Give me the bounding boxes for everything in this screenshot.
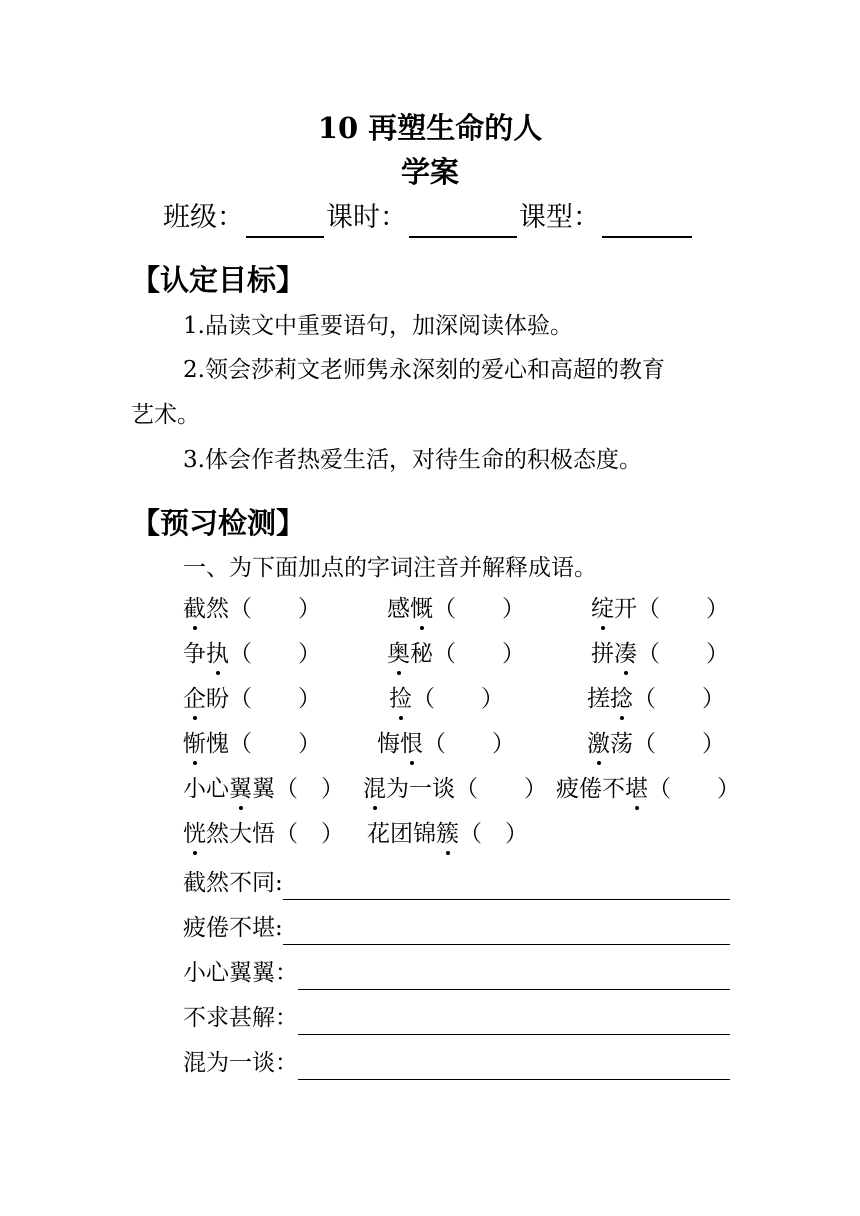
dotted-character: 凑 <box>614 637 637 671</box>
definition-answer-line[interactable] <box>298 1006 730 1035</box>
vocab-text: 争 <box>183 641 206 667</box>
vocab-item <box>556 772 740 806</box>
definition-label: 疲倦不堪: <box>183 915 283 941</box>
vocab-text-blank[interactable]: 然（ ） <box>206 596 321 622</box>
vocab-text-blank[interactable]: （ ） <box>459 821 528 847</box>
definition-row <box>183 1001 730 1035</box>
vocab-text-blank[interactable]: 然大悟（ ） <box>206 821 344 847</box>
definition-row <box>183 956 730 990</box>
vocab-text-blank[interactable]: 盼（ ） <box>206 686 321 712</box>
goal-item: 3.体会作者热爱生活，对待生命的积极态度。 <box>183 447 642 473</box>
vocab-item <box>591 637 729 671</box>
vocab-item <box>183 682 321 716</box>
dotted-character: 捻 <box>610 682 633 716</box>
dotted-character: 企 <box>183 682 206 716</box>
vocab-text-blank[interactable]: 荡（ ） <box>610 731 725 757</box>
vocab-item <box>183 772 344 806</box>
class-blank[interactable] <box>246 206 324 238</box>
vocab-text: 悔 <box>377 731 400 757</box>
vocab-text-blank[interactable]: （ ） <box>229 641 321 667</box>
vocab-text-blank[interactable]: （ ） <box>648 776 740 802</box>
dotted-character: 簇 <box>436 817 459 851</box>
vocab-item <box>183 817 344 851</box>
vocab-text-blank[interactable]: 秘（ ） <box>410 641 525 667</box>
vocab-text: 拼 <box>591 641 614 667</box>
vocab-text: 搓 <box>587 686 610 712</box>
dotted-character: 绽 <box>591 592 614 626</box>
vocab-text-blank[interactable]: 翼（ ） <box>252 776 344 802</box>
vocab-text-blank[interactable]: 开（ ） <box>614 596 729 622</box>
goal-item: 2.领会莎莉文老师隽永深刻的爱心和高超的教育 <box>183 357 665 383</box>
dotted-character: 执 <box>206 637 229 671</box>
vocab-item <box>387 592 525 626</box>
vocab-item <box>183 637 321 671</box>
dotted-character: 堪 <box>625 772 648 806</box>
definition-answer-line[interactable] <box>283 871 730 900</box>
dotted-character: 恨 <box>400 727 423 761</box>
definition-answer-line[interactable] <box>283 916 730 945</box>
vocab-text-blank[interactable]: （ ） <box>637 641 729 667</box>
preview-heading: 【预习检测】 <box>131 506 306 540</box>
definition-label: 不求甚解： <box>183 1005 298 1031</box>
definition-label: 混为一谈： <box>183 1050 298 1076</box>
vocab-text-blank[interactable]: （ ） <box>423 731 515 757</box>
type-blank[interactable] <box>602 206 692 238</box>
vocab-text-blank[interactable]: （ ） <box>412 686 504 712</box>
goal-item: 1.品读文中重要语句，加深阅读体验。 <box>183 313 573 339</box>
vocab-text: 感 <box>387 596 410 622</box>
type-label: 课型： <box>519 202 600 233</box>
dotted-character: 翼 <box>229 772 252 806</box>
definition-row <box>183 911 730 945</box>
dotted-character: 惭 <box>183 727 206 761</box>
definition-label: 小心翼翼： <box>183 960 298 986</box>
vocab-item <box>183 727 321 761</box>
vocab-text-blank[interactable]: （ ） <box>433 596 525 622</box>
dotted-character: 截 <box>183 592 206 626</box>
lesson-subtitle: 学案 <box>400 155 459 189</box>
vocab-text: 疲倦不 <box>556 776 625 802</box>
info-row <box>163 198 694 238</box>
lesson-title: 10 再塑生命的人 <box>317 111 543 145</box>
vocab-text: 小心 <box>183 776 229 802</box>
vocab-item <box>183 592 321 626</box>
vocab-item <box>591 592 729 626</box>
vocab-text: 花团锦 <box>367 821 436 847</box>
definition-label: 截然不同: <box>183 870 283 896</box>
vocab-text-blank[interactable]: （ ） <box>633 686 725 712</box>
dotted-character: 慨 <box>410 592 433 626</box>
vocab-item <box>387 637 525 671</box>
period-label: 课时： <box>326 202 407 233</box>
definition-row <box>183 1046 730 1080</box>
class-label: 班级： <box>163 202 244 233</box>
definition-row <box>183 866 730 900</box>
vocab-text-blank[interactable]: 为一谈（ ） <box>386 776 547 802</box>
dotted-character: 激 <box>587 727 610 761</box>
goal-item-continuation: 艺术。 <box>131 402 200 428</box>
vocab-item <box>587 727 725 761</box>
vocab-item <box>587 682 725 716</box>
definition-answer-line[interactable] <box>298 1051 730 1080</box>
vocab-item <box>367 817 528 851</box>
dotted-character: 混 <box>363 772 386 806</box>
goals-heading: 【认定目标】 <box>131 263 306 297</box>
vocab-item <box>389 682 504 716</box>
vocab-item <box>363 772 547 806</box>
dotted-character: 捡 <box>389 682 412 716</box>
dotted-character: 奥 <box>387 637 410 671</box>
dotted-character: 恍 <box>183 817 206 851</box>
vocab-text-blank[interactable]: 愧（ ） <box>206 731 321 757</box>
definition-answer-line[interactable] <box>298 961 730 990</box>
vocab-item <box>377 727 515 761</box>
preview-instruction: 一、为下面加点的字词注音并解释成语。 <box>183 555 597 581</box>
period-blank[interactable] <box>409 206 517 238</box>
